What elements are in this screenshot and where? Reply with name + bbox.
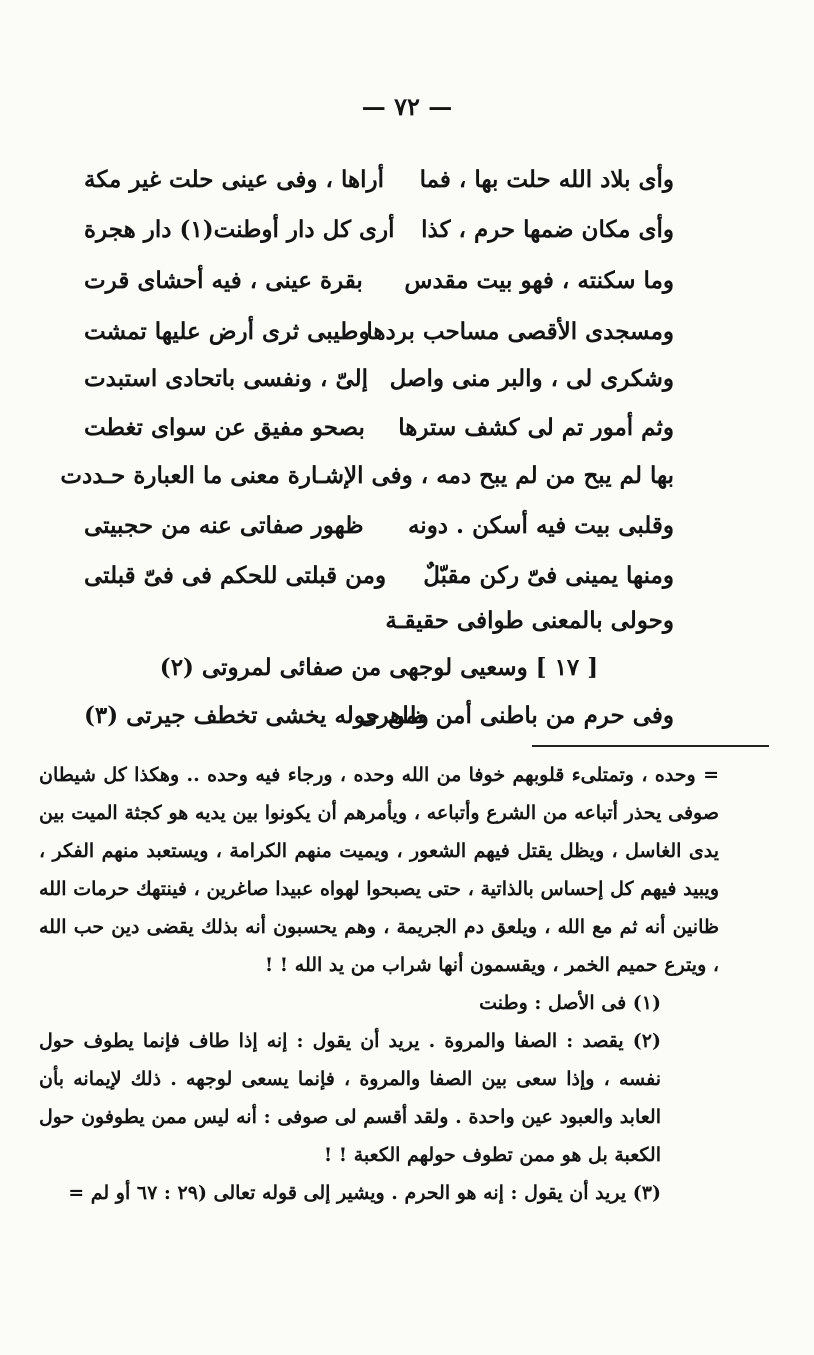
verse-hemistich-second: أراها ، وفى عينى حلت غير مكة [84,166,384,193]
verse-line [84,562,674,598]
verse-line [84,166,674,202]
verse-line [84,318,674,354]
footnote-continuation: = وحده ، وتمتلىء قلوبهم خوفا من الله وحده ، ورجاء فيه وحده .. وهكذا كل شيطان صوفى يحذر أتباعه من الشرع وأتباعه ، ويأمرهم أن يكونوا بين يديه هو كجثة الميت بين يدى الغاسل ، ويظل يقتل فيهم الشعور ، ويميت منهم الكرامة ، ويستعبد منهم الفكر ، ويبيد فيهم كل إحساس بالذاتية ، حتى يصبحوا لهواه عبيدا صاغرين ، فينتهك حرمات الله ظانين أنه ثم مع الله ، ويلعق دم الجريمة ، وهم يحسبون أنه بذلك يقضى دين حب الله ، ويترع حميم الخمر ، ويقسمون أنها شراب من يد الله ! ! [39,764,719,976]
verse-hemistich-second: ومن قبلتى للحكم فى فىّ قبلتى [84,562,387,589]
verse-hemistich-first: وما سكنته ، فهو بيت مقدس [404,267,674,294]
footnote-1: (١) فى الأصل : وطنت [479,992,661,1014]
verse-full-line: بها لم يبح من لم يبح دمه ، وفى الإشـارة معنى ما العبارة حـددت [60,462,674,489]
verse-line [84,512,674,548]
footnote-separator [532,745,769,747]
footnotes [39,756,719,1212]
verse-hemistich-second: ومن حوله يخشى تخطف جيرتى (٣) [84,702,429,729]
verse-hemistich-first: وشكرى لى ، والبر منى واصل [389,365,674,392]
verse-hemistich-second: بقرة عينى ، فيه أحشاى قرت [84,267,363,294]
page-number: — ٧٢ — [361,92,453,121]
verse-hemistich-second: ظهور صفاتى عنه من حجبيتى [84,512,364,539]
verse-line [84,267,674,303]
verse-line [84,365,674,401]
verse-hemistich-second: وطيبى ثرى أرض عليها تمشت [84,318,370,345]
verse-hemistich-first: وأى بلاد الله حلت بها ، فما [419,166,674,193]
verse-hemistich-first: وفى حرم من باطنى أمن ظاهرى [359,702,674,729]
verse-hemistich-first: وأى مكان ضمها حرم ، كذا [421,216,674,243]
verse-line [84,702,674,738]
verse-numbered-line: [ ١٧ ] وسعيى لوجهى من صفائى لمروتى (٢) [159,654,599,681]
verse-line [84,607,674,643]
verse-hemistich-second: إلىّ ، ونفسى باتحادى استبدت [84,365,369,392]
verse-hemistich-second: أرى كل دار أوطنت(١) دار هجرة [84,216,395,243]
footnote-3: (٣) يريد أن يقول : إنه هو الحرم . ويشير إلى قوله تعالى (٢٩ : ٦٧ أو لم = [68,1182,661,1204]
verse-hemistich-first: وحولى بالمعنى طوافى حقيقـة [385,607,674,634]
verse-hemistich-first: وثم أمور تم لى كشف سترها [398,414,674,441]
verse-hemistich-second: بصحو مفيق عن سواى تغطت [84,414,365,441]
verse-hemistich-first: ومنها يمينى فىّ ركن مقبّلٌ [423,562,674,589]
verse-line [60,462,674,498]
verse-line [84,216,674,252]
footnote-2: (٢) يقصد : الصفا والمروة . يريد أن يقول : إنه إذا طاف فإنما يطوف حول نفسه ، وإذا سعى بين الصفا والمروة ، فإنما يسعى لوجهه . ذلك لإيمانه بأن العابد والعبود عين واحدة . ولقد أقسم لى صوفى : أنه ليس ممن يطوفون حول الكعبة بل هو ممن تطوف حولهم الكعبة ! ! [39,1030,661,1166]
verse-hemistich-first: ومسجدى الأقصى مساحب بردها [366,318,674,345]
verse-line [84,414,674,450]
verse-hemistich-first: وقلبى بيت فيه أسكن . دونه [407,512,674,539]
verse-line [84,654,674,690]
